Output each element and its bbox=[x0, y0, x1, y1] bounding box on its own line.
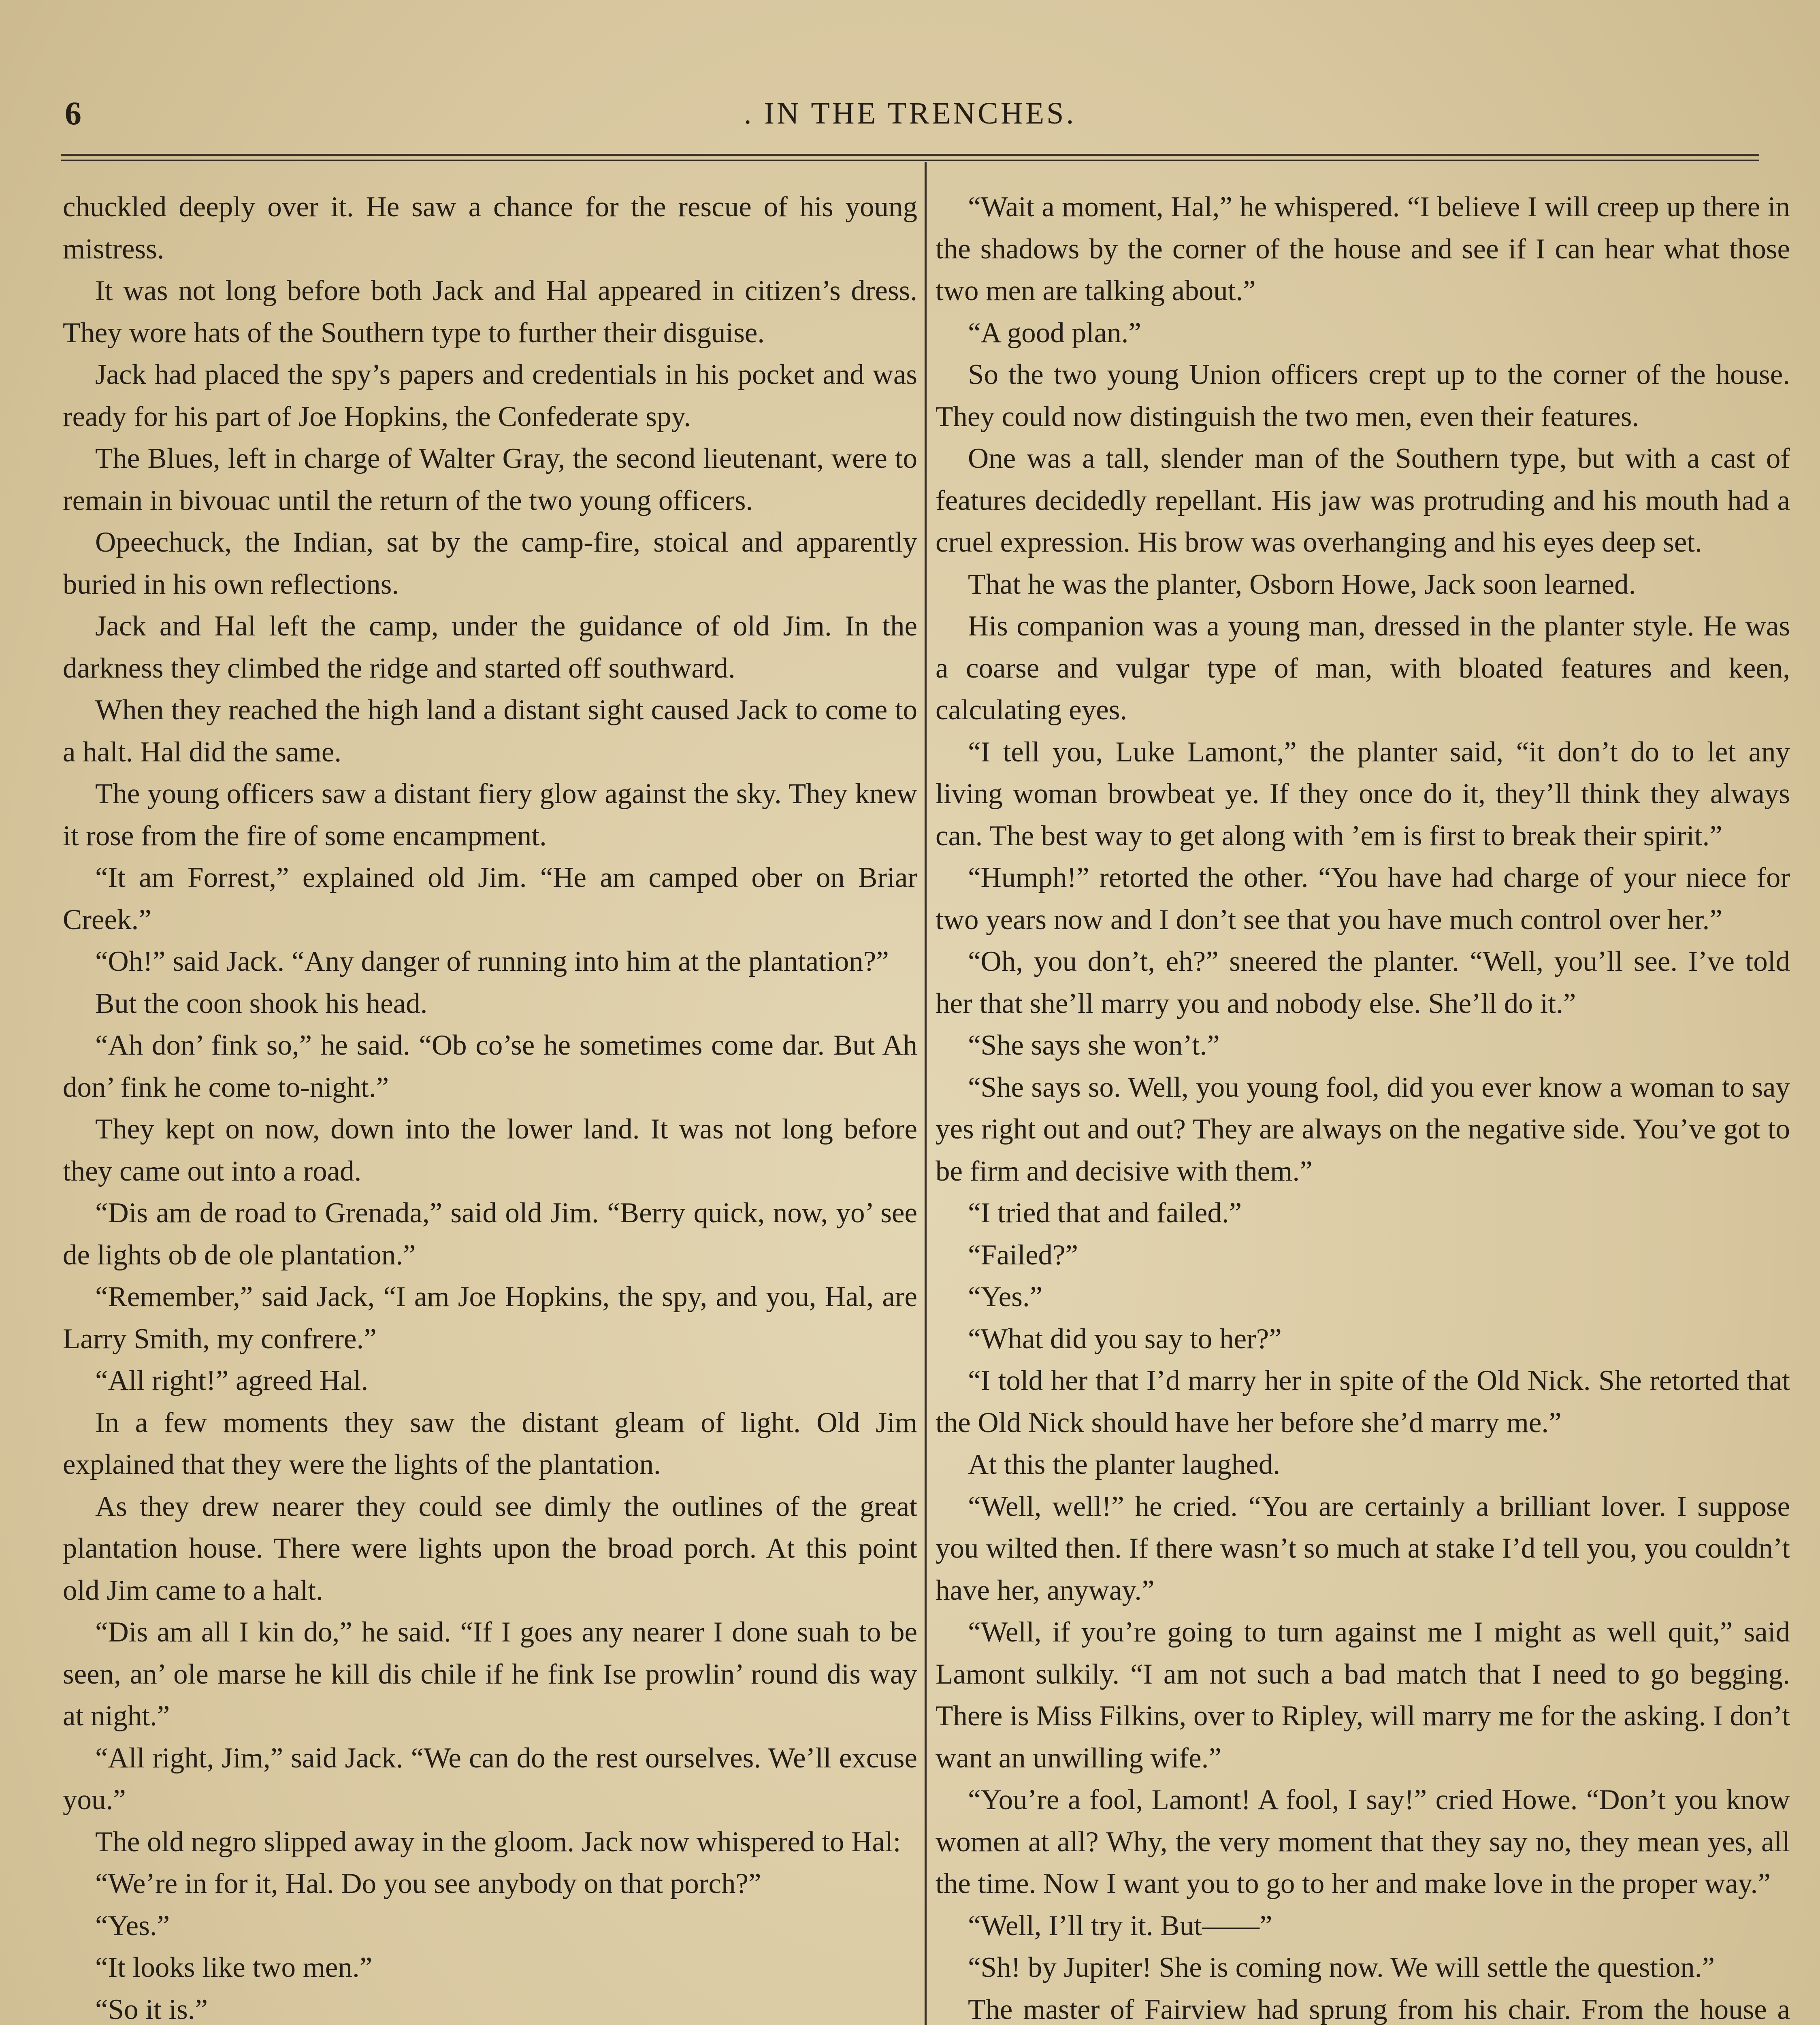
paragraph: “All right!” agreed Hal. bbox=[95, 1365, 369, 1396]
paragraph: “You’re a fool, Lamont! A fool, I say!” cried Howe. “Don’t you know women at all? Why, the very moment that they say no, they mean yes, all the time. Now I want you to go to her and make love in the proper way.” bbox=[936, 1784, 1790, 1899]
paragraph: The master of Fairview had sprung from his chair. From the house a bbox=[968, 1993, 1790, 2025]
paragraph: “I tell you, Luke Lamont,” the planter said, “it don’t do to let any living woman browbeat ye. If they once do it, they’ll think they always can. The best way to get along with ’em is first to break their spirit.” bbox=[936, 736, 1790, 852]
running-title: . IN THE TRENCHES. bbox=[744, 96, 1076, 130]
paragraph: At this the planter laughed. bbox=[968, 1449, 1280, 1480]
paragraph: “It looks like two men.” bbox=[95, 1952, 373, 1983]
paragraph: When they reached the high land a distant sight caused Jack to come to a halt. Hal did the same. bbox=[63, 694, 917, 768]
paragraph: “Sh! by Jupiter! She is coming now. We will settle the question.” bbox=[968, 1952, 1715, 1983]
paragraph: “Humph!” retorted the other. “You have had charge of your niece for two years now and I don’t see that you have much control over her.” bbox=[936, 862, 1790, 936]
paragraph: “What did you say to her?” bbox=[968, 1323, 1282, 1355]
paragraph: “Oh, you don’t, eh?” sneered the planter. “Well, you’ll see. I’ve told her that she’ll marry you and nobody else. She’ll do it.” bbox=[936, 946, 1790, 1019]
paragraph: It was not long before both Jack and Hal appeared in citizen’s dress. They wore hats of the Southern type to further their disguise. bbox=[63, 275, 917, 349]
column-divider bbox=[925, 162, 927, 2025]
right-column bbox=[936, 186, 1790, 2025]
paragraph: “Well, if you’re going to turn against me I might as well quit,” said Lamont sulkily. “I am not such a bad match that I need to go begging. There is Miss Filkins, over to Ripley, will marry me for the asking. I don’t want an unwilling wife.” bbox=[936, 1616, 1790, 1774]
header-rule bbox=[61, 154, 1759, 161]
paragraph: chuckled deeply over it. He saw a chance for the rescue of his young mistress. bbox=[63, 191, 917, 265]
paragraph: “Yes.” bbox=[968, 1281, 1043, 1313]
paragraph: The Blues, left in charge of Walter Gray, the second lieutenant, were to remain in bivouac until the return of the two young officers. bbox=[63, 443, 917, 516]
paragraph: But the coon shook his head. bbox=[95, 987, 428, 1019]
paragraph: “Yes.” bbox=[95, 1910, 170, 1942]
paragraph: So the two young Union officers crept up to the corner of the house. They could now distinguish the two men, even their features. bbox=[936, 359, 1790, 433]
paragraph: “So it is.” bbox=[95, 1993, 208, 2025]
paragraph: “All right, Jim,” said Jack. “We can do the rest ourselves. We’ll excuse you.” bbox=[63, 1742, 917, 1816]
paragraph: They kept on now, down into the lower land. It was not long before they came out into a road. bbox=[63, 1113, 917, 1187]
paragraph: “Well, I’ll try it. But——” bbox=[968, 1910, 1272, 1942]
page-header bbox=[53, 91, 1767, 136]
paragraph: “I tried that and failed.” bbox=[968, 1197, 1242, 1229]
paragraph: “Failed?” bbox=[968, 1239, 1078, 1271]
paragraph: “Well, well!” he cried. “You are certainly a brilliant lover. I suppose you wilted then. If there wasn’t so much at stake I’d tell you, you couldn’t have her, anyway.” bbox=[936, 1490, 1790, 1606]
paragraph: “I told her that I’d marry her in spite of the Old Nick. She retorted that the Old Nick should have her before she’d marry me.” bbox=[936, 1365, 1790, 1439]
paragraph: “Ah don’ fink so,” he said. “Ob co’se he sometimes come dar. But Ah don’ fink he come to-night.” bbox=[63, 1030, 917, 1103]
paragraph: “It am Forrest,” explained old Jim. “He am camped ober on Briar Creek.” bbox=[63, 862, 917, 936]
paragraph: Jack had placed the spy’s papers and credentials in his pocket and was ready for his part of Joe Hopkins, the Confederate spy. bbox=[63, 359, 917, 433]
page-number: 6 bbox=[65, 95, 81, 132]
paragraph: “We’re in for it, Hal. Do you see anybody on that porch?” bbox=[95, 1868, 761, 1899]
paragraph: “Oh!” said Jack. “Any danger of running into him at the plantation?” bbox=[95, 946, 889, 977]
paragraph: “Dis am de road to Grenada,” said old Jim. “Berry quick, now, yo’ see de lights ob de ole plantation.” bbox=[63, 1197, 917, 1271]
paragraph: “She says she won’t.” bbox=[968, 1030, 1220, 1061]
paragraph: “She says so. Well, you young fool, did you ever know a woman to say yes right out and out? They are always on the negative side. You’ve got to be firm and decisive with them.” bbox=[936, 1071, 1790, 1187]
paragraph: “Wait a moment, Hal,” he whispered. “I believe I will creep up there in the shadows by the corner of the house and see if I can hear what those two men are talking about.” bbox=[936, 191, 1790, 307]
paragraph: That he was the planter, Osborn Howe, Jack soon learned. bbox=[968, 568, 1636, 600]
left-column bbox=[63, 186, 917, 2025]
paragraph: “A good plan.” bbox=[968, 317, 1141, 349]
paragraph: His companion was a young man, dressed in the planter style. He was a coarse and vulgar type of man, with bloated features and keen, calculating eyes. bbox=[936, 610, 1790, 726]
paragraph: “Remember,” said Jack, “I am Joe Hopkins, the spy, and you, Hal, are Larry Smith, my confrere.” bbox=[63, 1281, 917, 1355]
paragraph: In a few moments they saw the distant gleam of light. Old Jim explained that they were the lights of the plantation. bbox=[63, 1407, 917, 1480]
paragraph: One was a tall, slender man of the Southern type, but with a cast of features decidedly repellant. His jaw was protruding and his mouth had a cruel expression. His brow was overhanging and his eyes deep set. bbox=[936, 443, 1790, 558]
paragraph: Opeechuck, the Indian, sat by the camp-fire, stoical and apparently buried in his own reflections. bbox=[63, 526, 917, 600]
paragraph: Jack and Hal left the camp, under the guidance of old Jim. In the darkness they climbed the ridge and started off southward. bbox=[63, 610, 917, 684]
paragraph: The old negro slipped away in the gloom. Jack now whispered to Hal: bbox=[95, 1826, 901, 1858]
paragraph: As they drew nearer they could see dimly the outlines of the great plantation house. There were lights upon the broad porch. At this point old Jim came to a halt. bbox=[63, 1490, 917, 1606]
paragraph: “Dis am all I kin do,” he said. “If I goes any nearer I done suah to be seen, an’ ole marse he kill dis chile if he fink Ise prowlin’ round dis way at night.” bbox=[63, 1616, 917, 1732]
paragraph: The young officers saw a distant fiery glow against the sky. They knew it rose from the fire of some encampment. bbox=[63, 778, 917, 852]
